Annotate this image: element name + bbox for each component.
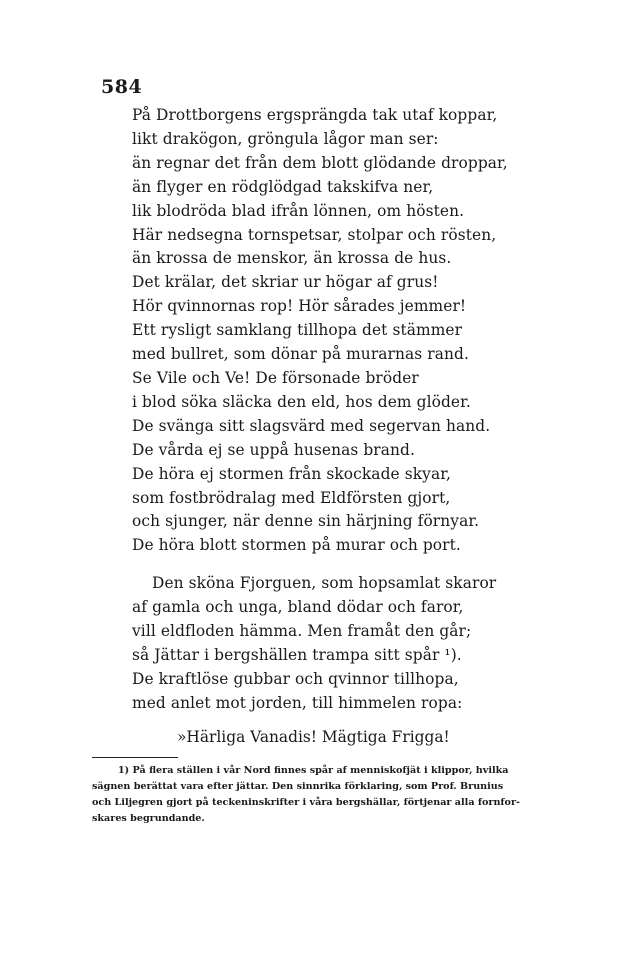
footnote — [92, 763, 562, 827]
footnote-line: sägnen berättat vara efter jättar. Den sinnrika förklaring, som Prof. Brunius — [92, 781, 504, 792]
poem-line: De kraftlöse gubbar och qvinnor tillhopa, — [132, 669, 459, 688]
poem-line: likt drakögon, gröngula lågor man ser: — [132, 129, 439, 148]
poem-line: På Drottborgens ergsprängda tak utaf koppar, — [132, 106, 498, 124]
poem-line: och sjunger, när denne sin härjning förnyar. — [132, 512, 480, 531]
page-number: 584 — [101, 76, 143, 98]
closing-line: »Härliga Vanadis! Mägtiga Frigga! — [177, 728, 450, 746]
poem-line: Hör qvinnornas rop! Hör sårades jemmer! — [132, 297, 467, 316]
footnote-divider — [92, 757, 178, 758]
poem-line: så Jättar i bergshällen trampa sitt spår ¹). — [132, 645, 462, 664]
poem-stanza-1 — [132, 104, 562, 558]
footnote-line: och Liljegren gjort på teckeninskrifter i våra bergshällar, förtjenar alla fornfor- — [92, 797, 520, 808]
poem-line: med bullret, som dönar på murarnas rand. — [132, 345, 469, 364]
poem-line: som fostbrödralag med Eldförsten gjort, — [132, 488, 451, 507]
poem-line: Det krälar, det skriar ur högar af grus! — [132, 273, 439, 292]
poem-line: Se Vile och Ve! De försonade bröder — [132, 368, 419, 387]
poem-line: af gamla och unga, bland dödar och faror, — [132, 597, 464, 616]
poem-line: De höra ej stormen från skockade skyar, — [132, 464, 451, 483]
poem-stanza-2 — [132, 572, 562, 715]
poem-line: än regnar det från dem blott glödande droppar, — [132, 153, 508, 172]
poem-line: Ett rysligt samklang tillhopa det stämmer — [132, 321, 463, 340]
poem-line: än krossa de menskor, än krossa de hus. — [132, 249, 452, 268]
footnote-line: skares begrundande. — [92, 813, 205, 824]
poem-line: än flyger en rödglödgad takskifva ner, — [132, 177, 434, 196]
poem-line: Den sköna Fjorguen, som hopsamlat skaror — [152, 574, 497, 592]
poem-line: vill eldfloden hämma. Men framåt den går; — [132, 621, 472, 640]
poem-line: De vårda ej se uppå husenas brand. — [132, 440, 415, 459]
poem-line: i blod söka släcka den eld, hos dem glöder. — [132, 392, 471, 411]
poem-line: lik blodröda blad ifrån lönnen, om hösten. — [132, 201, 465, 220]
poem-line: De svänga sitt slagsvärd med segervan hand. — [132, 416, 491, 435]
poem-line: Här nedsegna tornspetsar, stolpar och rösten, — [132, 225, 497, 244]
poem-line: med anlet mot jorden, till himmelen ropa: — [132, 693, 463, 712]
footnote-line: 1) På flera ställen i vår Nord finnes spår af menniskofjät i klippor, hvilka — [118, 765, 509, 776]
poem-line: De höra blott stormen på murar och port. — [132, 536, 461, 555]
